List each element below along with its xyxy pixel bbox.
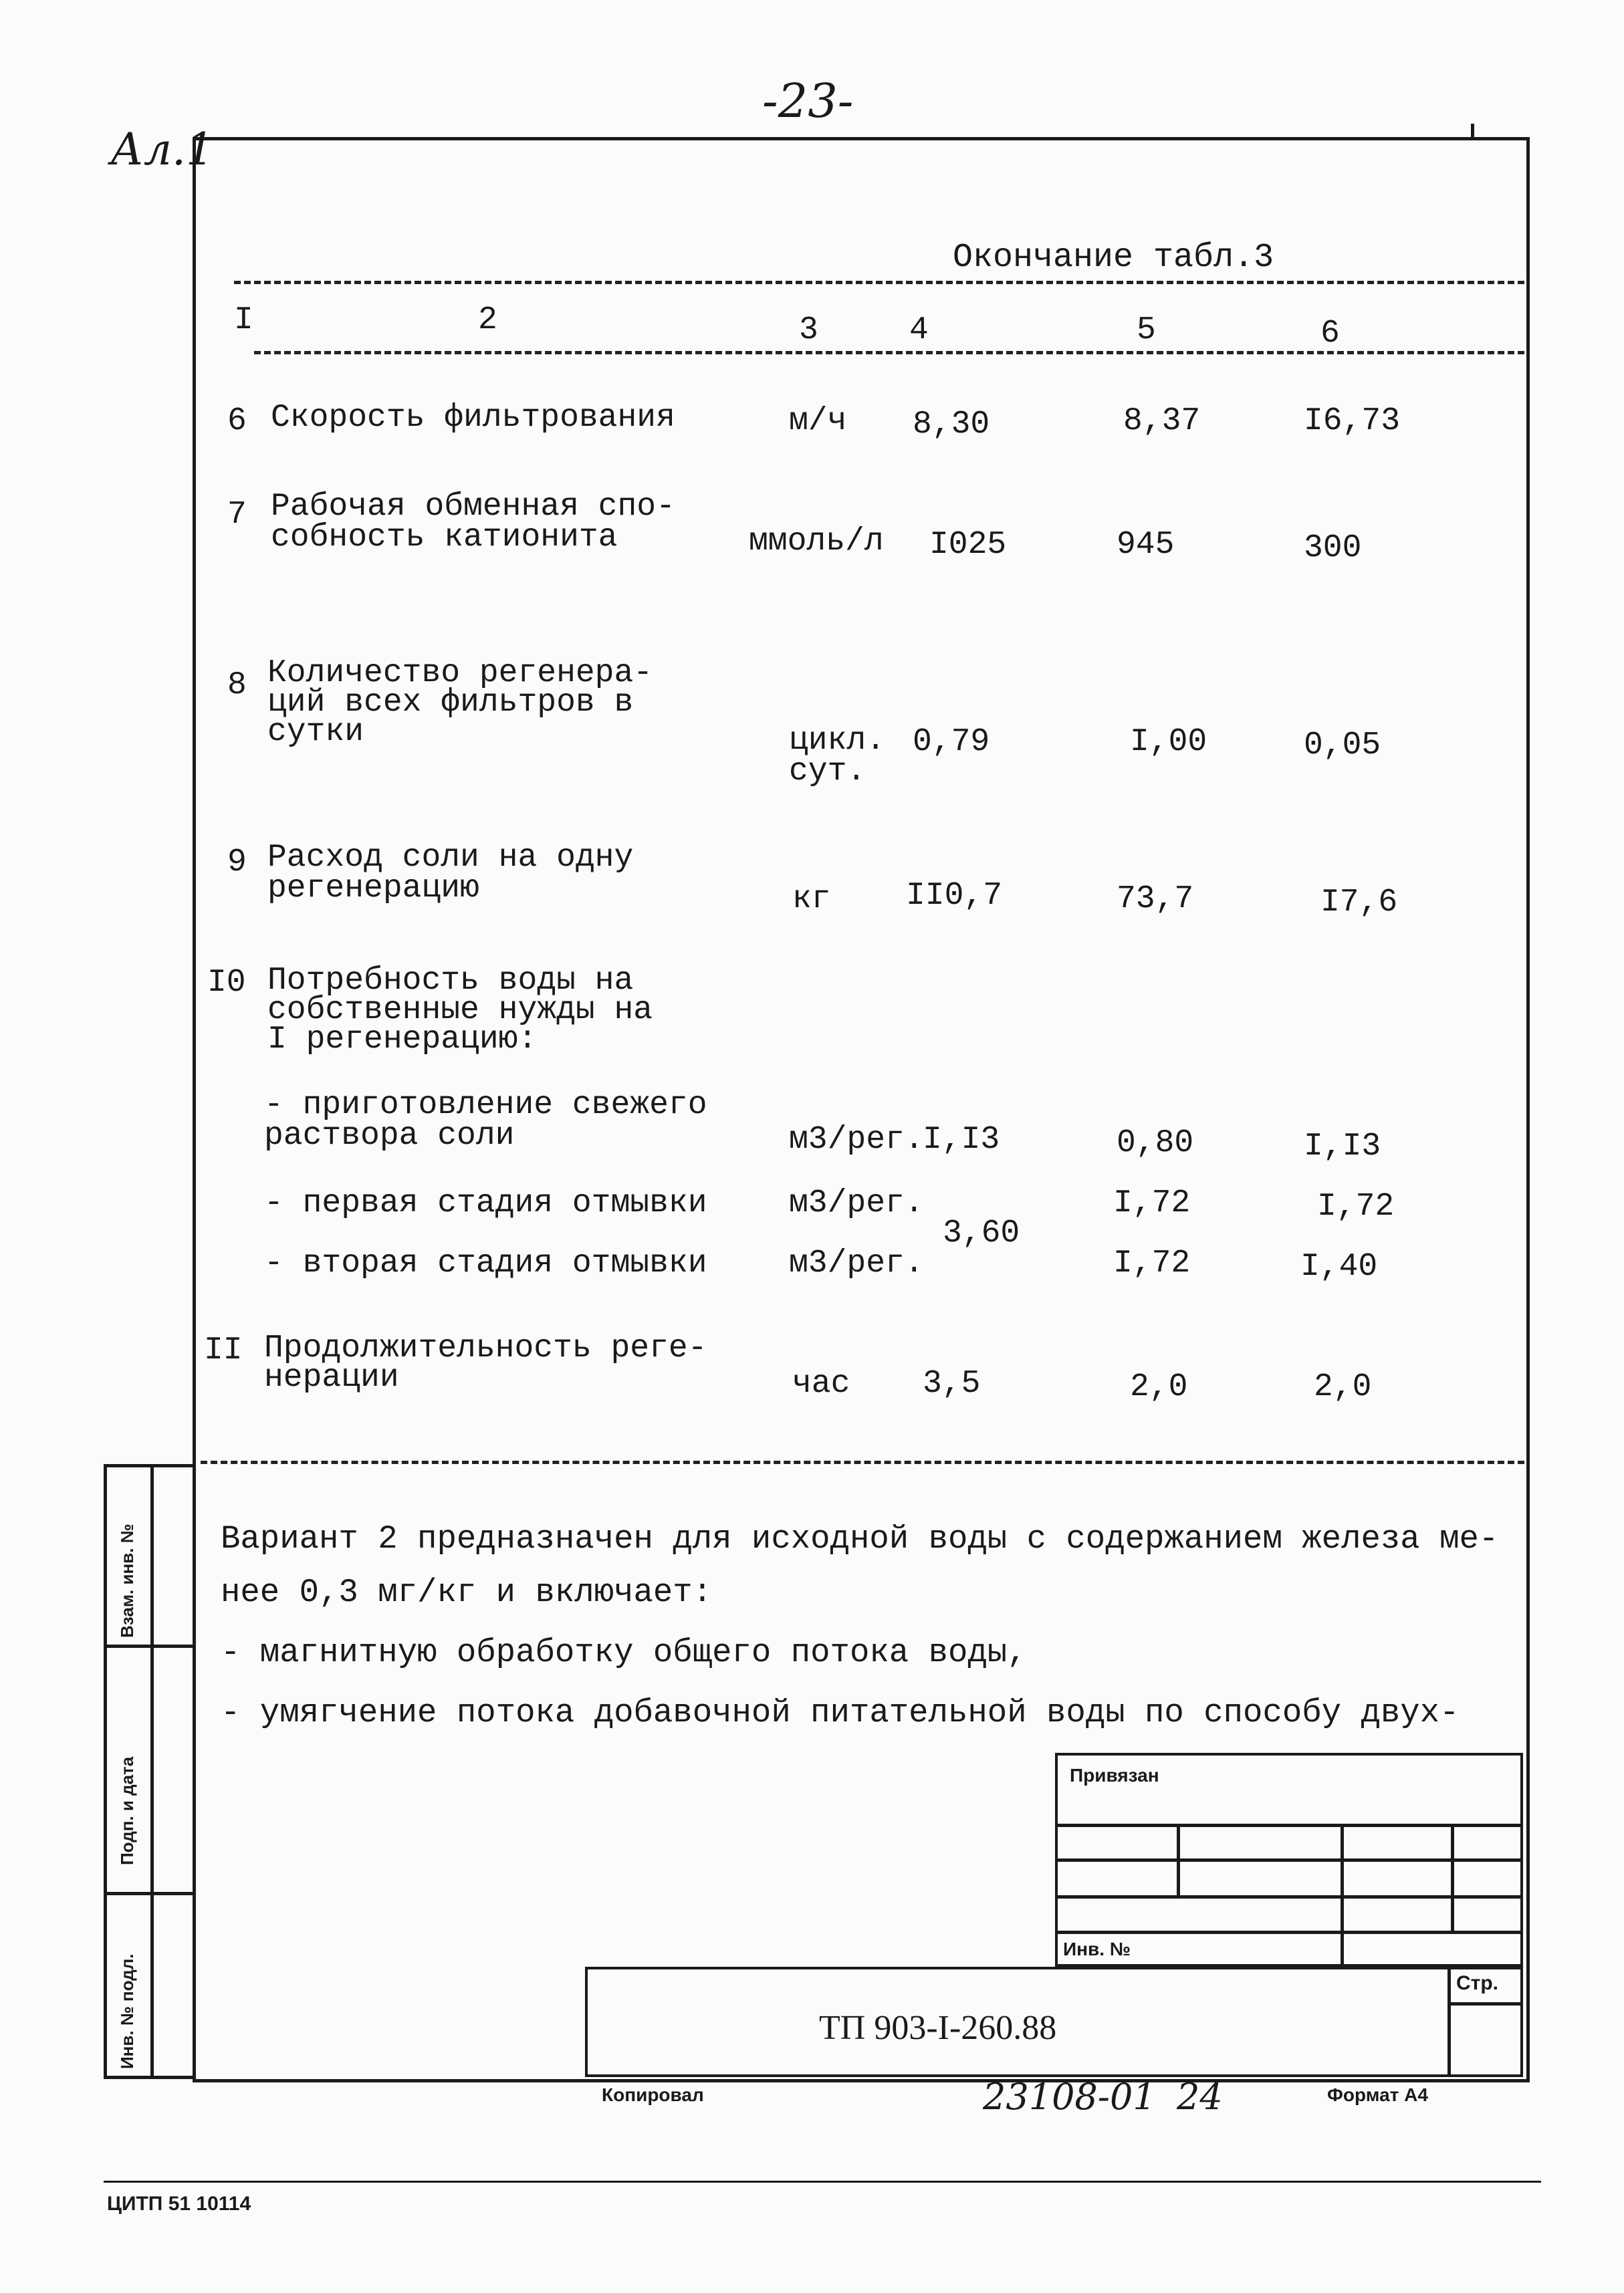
row-8-name: Количество регенера- ций всех фильтров в сутки (267, 655, 653, 750)
row-6-unit: м/ч (789, 403, 847, 439)
row-7-col6: 300 (1304, 530, 1362, 566)
row-6-num: 6 (227, 403, 247, 439)
body-line-3: - магнитную обработку общего потока воды, (221, 1634, 1027, 1671)
row-10-name: Потребность воды на собственные нужды на I регенерацию: (267, 963, 653, 1058)
row-9-name: Расход соли на одну регенерацию (267, 840, 634, 907)
footer-handwritten-page: 24 (1177, 2076, 1223, 2118)
row-10-num: I0 (207, 965, 246, 1001)
row-10b-col5: I,72 (1113, 1185, 1191, 1221)
row-11-unit: час (792, 1366, 850, 1402)
row-8-unit: цикл. сут. (789, 723, 886, 790)
stamp-page-label: Стр. (1456, 1972, 1499, 1994)
row-8-col5: I,00 (1130, 724, 1207, 760)
row-10c-name: - вторая стадия отмывки (264, 1245, 707, 1282)
row-8-num: 8 (227, 667, 247, 703)
row-6-col5: 8,37 (1123, 403, 1201, 439)
footer-printer-code: ЦИТП 51 10114 (107, 2193, 251, 2215)
row-10c-col6: I,40 (1300, 1249, 1378, 1285)
row-7-name: Рабочая обменная спо- собность катионита (271, 489, 675, 556)
col-header-1: I (234, 302, 253, 338)
col-header-3: 3 (799, 312, 818, 348)
side-label-sign-date: Подп. и дата (117, 1756, 137, 1865)
row-9-col6: I7,6 (1320, 884, 1398, 921)
row-10b-col6: I,72 (1317, 1189, 1395, 1225)
stamp-inv-label: Инв. № (1063, 1939, 1131, 1959)
col-header-6: 6 (1320, 316, 1340, 352)
row-10-merged-value: 3,60 (943, 1215, 1020, 1251)
row-10c-col5: I,72 (1113, 1245, 1191, 1282)
footer-handwritten-number: 23108-01 (983, 2076, 1156, 2118)
footer-rule (104, 2181, 1541, 2183)
row-9-col4: II0,7 (906, 878, 1003, 914)
row-7-col5: 945 (1117, 527, 1175, 563)
table-bottom-rule (201, 1461, 1524, 1464)
col-header-2: 2 (478, 302, 497, 338)
row-7-unit: ммоль/л (749, 523, 884, 560)
row-9-col5: 73,7 (1117, 881, 1194, 917)
row-11-col5: 2,0 (1130, 1369, 1188, 1405)
row-7-col4: I025 (929, 527, 1007, 563)
row-10a-col6: I,I3 (1304, 1128, 1381, 1165)
body-line-1: Вариант 2 предназначен для исходной воды с содержанием железа ме- (221, 1520, 1499, 1558)
row-10a-col4: I,I3 (923, 1122, 1000, 1158)
col-header-5: 5 (1137, 312, 1156, 348)
sheet-mark: Ал.1 (110, 124, 214, 175)
row-9-unit: кг (792, 881, 831, 917)
row-11-col6: 2,0 (1314, 1369, 1372, 1405)
row-7-num: 7 (227, 497, 247, 533)
header-top-rule (234, 281, 1524, 284)
stamp-doc-code: ТП 903-I-260.88 (819, 2009, 1057, 2047)
body-line-2: нее 0,3 мг/кг и включает: (221, 1574, 713, 1611)
table-caption: Окончание табл.3 (953, 239, 1274, 277)
row-10a-name: - приготовление свежего раствора соли (264, 1087, 707, 1154)
stamp-bound-label: Привязан (1070, 1765, 1159, 1786)
body-line-4: - умягчение потока добавочной питательной воды по способу двух- (221, 1694, 1460, 1731)
row-10b-unit: м3/рег. (789, 1185, 924, 1221)
side-label-replaced-inv: Взам. инв. № (117, 1524, 137, 1638)
row-6-name: Скорость фильтрования (271, 400, 675, 436)
footer-copied: Копировал (602, 2084, 704, 2105)
frame-top-tick (1471, 124, 1474, 140)
row-11-num: II (204, 1332, 243, 1368)
row-11-name: Продолжительность реге- нерации (264, 1330, 707, 1396)
row-10a-col5: 0,80 (1117, 1125, 1194, 1161)
row-6-col4: 8,30 (913, 406, 990, 443)
col-header-4: 4 (909, 312, 929, 348)
footer-format: Формат А4 (1327, 2084, 1428, 2105)
row-11-col4: 3,5 (923, 1366, 981, 1402)
row-10c-unit: м3/рег. (789, 1245, 924, 1282)
side-label-inv-orig: Инв. № подл. (117, 1953, 137, 2069)
page-number: -23- (762, 74, 854, 128)
row-8-col6: 0,05 (1304, 727, 1381, 763)
row-10a-unit: м3/рег. (789, 1122, 924, 1158)
row-9-num: 9 (227, 844, 247, 880)
row-6-col6: I6,73 (1304, 403, 1401, 439)
row-10b-name: - первая стадия отмывки (264, 1185, 707, 1221)
row-8-col4: 0,79 (913, 724, 990, 760)
